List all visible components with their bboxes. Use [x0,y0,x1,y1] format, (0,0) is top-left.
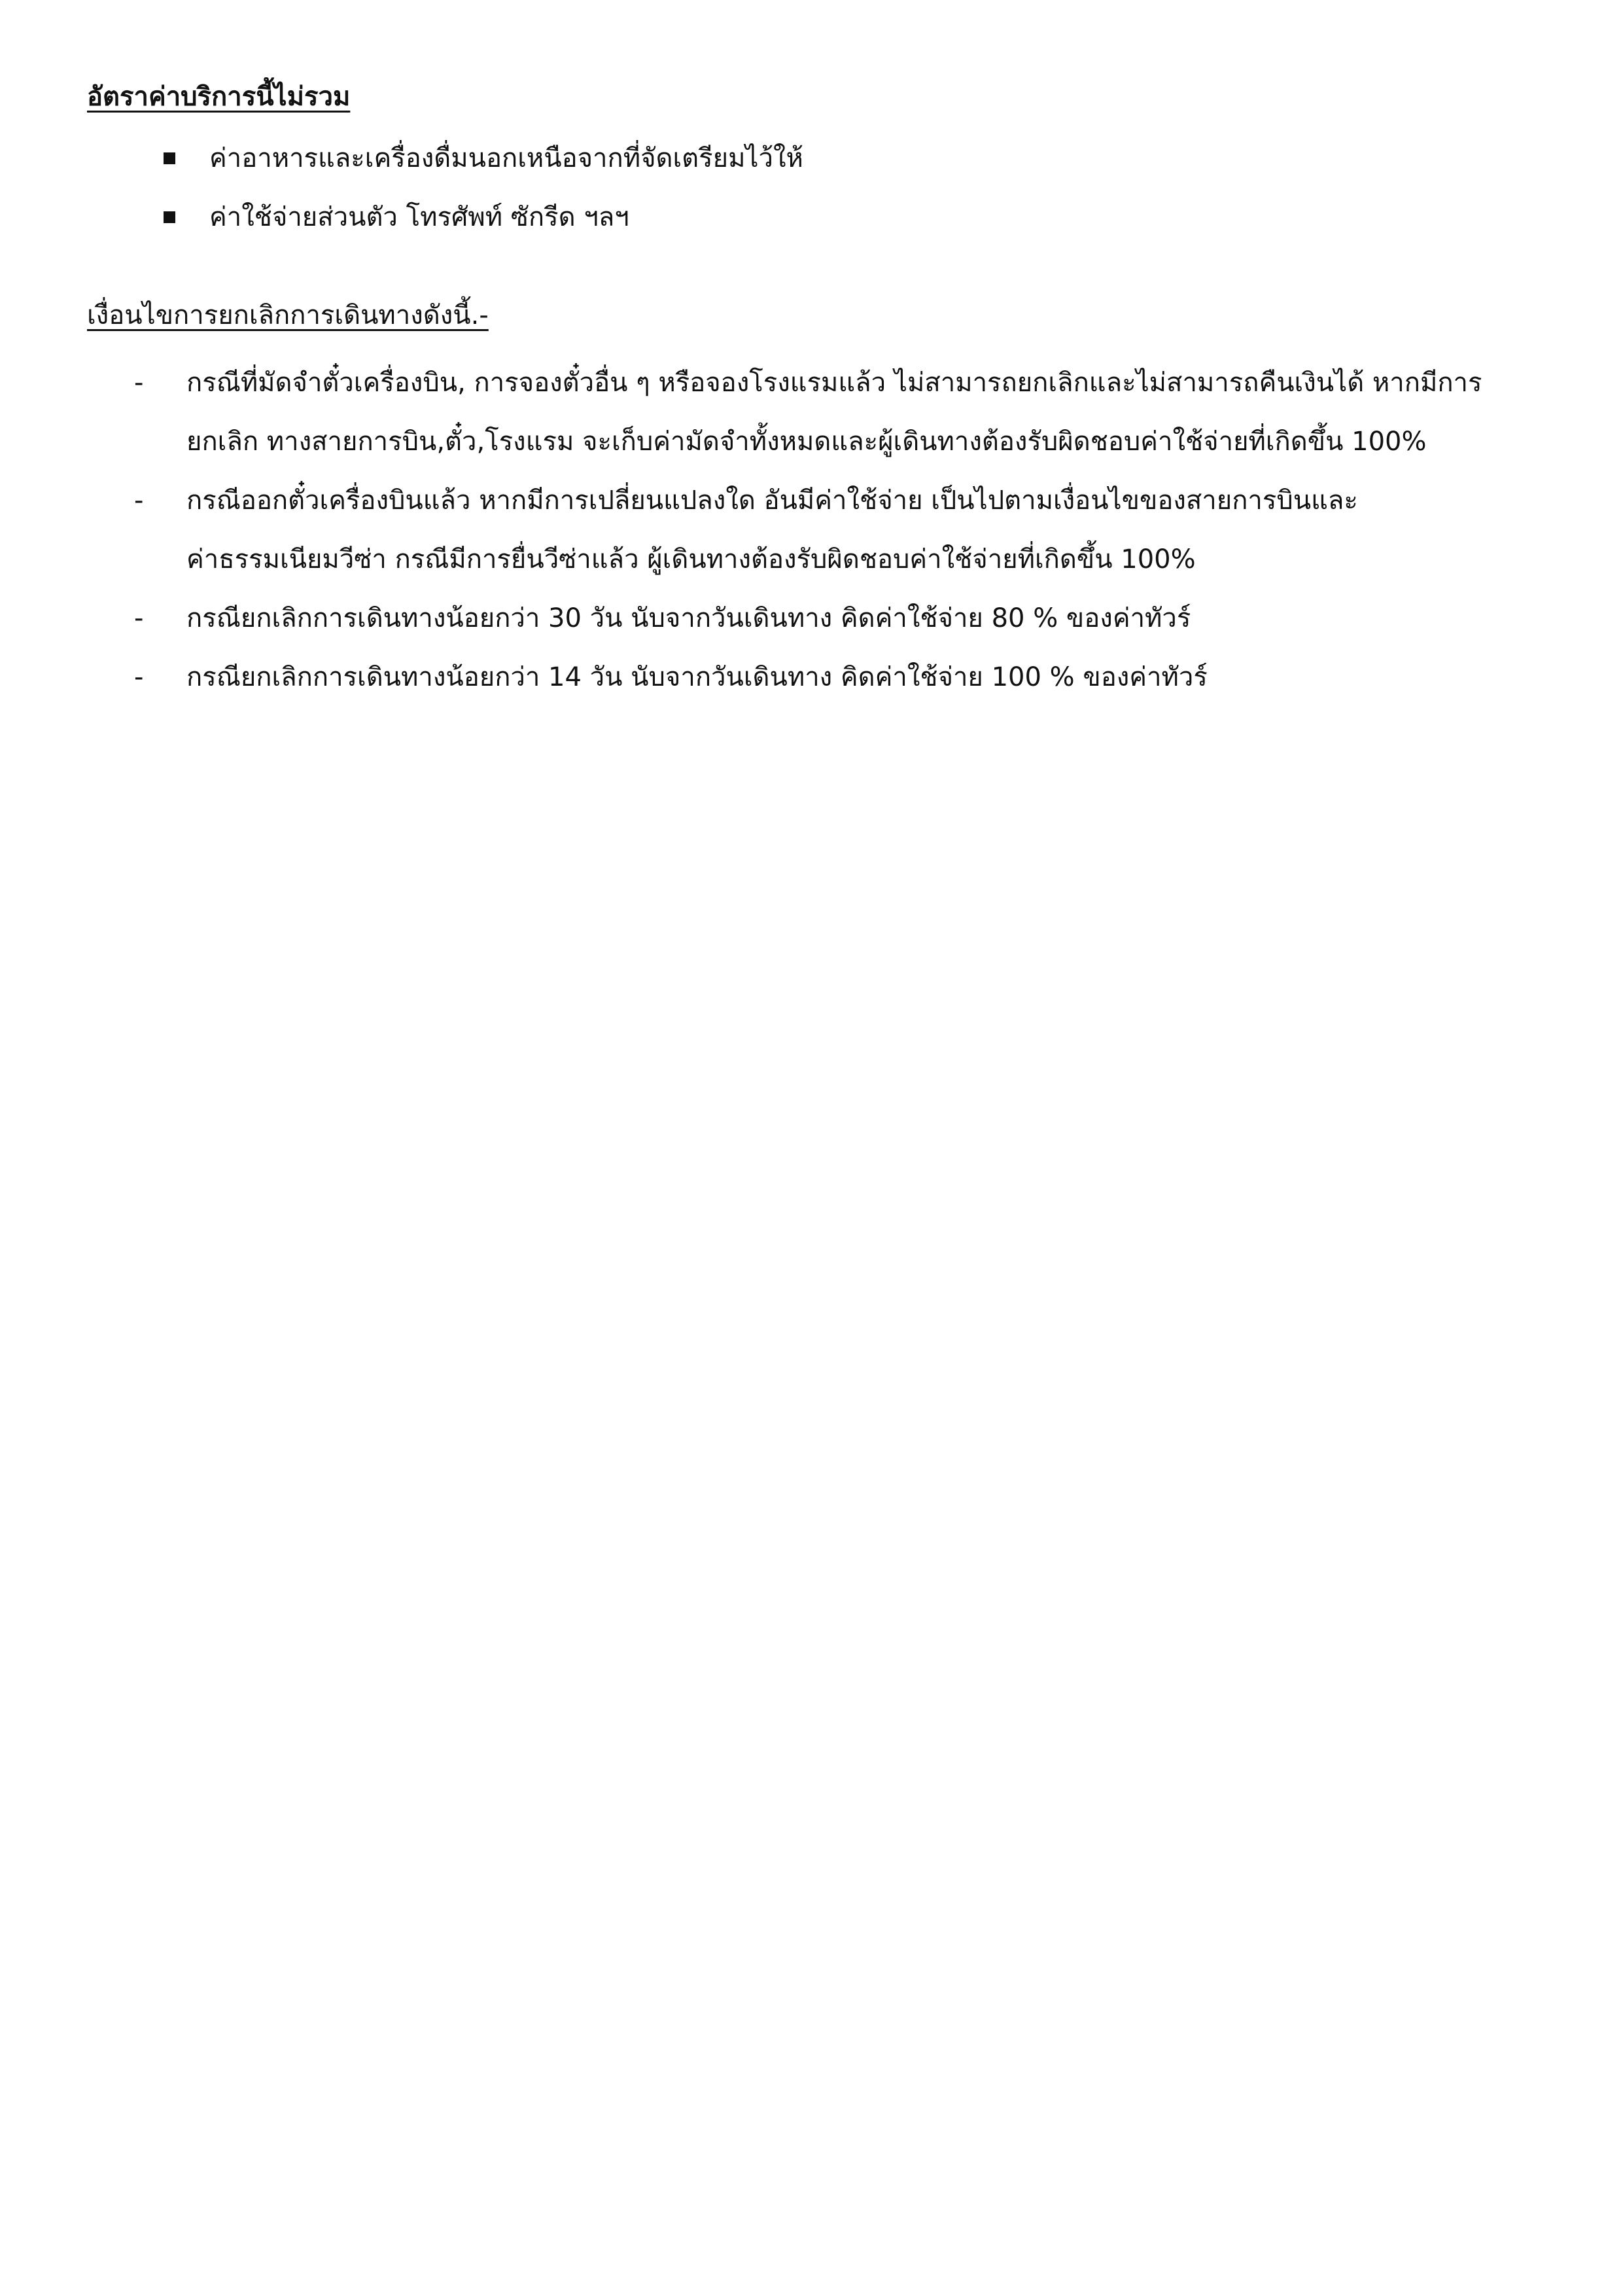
exclusion-item-text: ค่าอาหารและเครื่องดื่มนอกเหนือจากที่จัดเตรียมไว้ให้ [209,143,803,173]
dash-bullet: - [134,368,144,398]
cancellation-item-line: ยกเลิก ทางสายการบิน,ตั๋ว,โรงแรม จะเก็บค่ามัดจำทั้งหมดและผู้เดินทางต้องรับผิดชอบค่าใช้จ่ายที่เกิดขึ้น 100% [186,427,1427,457]
exclusions-title: อัตราค่าบริการนี้ไม่รวม [87,82,351,112]
exclusion-item [164,198,629,237]
square-bullet-icon [164,152,175,164]
exclusion-item-text: ค่าใช้จ่ายส่วนตัว โทรศัพท์ ซักรีด ฯลฯ [209,202,629,232]
cancellation-item-line: ค่าธรรมเนียมวีซ่า กรณีมีการยื่นวีซ่าแล้ว ผู้เดินทางต้องรับผิดชอบค่าใช้จ่ายที่เกิดขึ้น 100% [186,544,1196,574]
square-bullet-icon [164,211,175,223]
cancellation-item-line: กรณีออกตั๋วเครื่องบินแล้ว หากมีการเปลี่ยนแปลงใด อันมีค่าใช้จ่าย เป็นไปตามเงื่อนไขของสายการบินและ [186,486,1358,516]
cancellation-item-line: กรณียกเลิกการเดินทางน้อยกว่า 14 วัน นับจากวันเดินทาง คิดค่าใช้จ่าย 100 % ของค่าทัวร์ [186,662,1208,692]
cancellation-item-text [186,648,1560,707]
cancellation-title: เงื่อนไขการยกเลิกการเดินทางดังนี้.- [87,300,489,330]
cancellation-item-line: กรณีที่มัดจำตั๋วเครื่องบิน, การจองตั๋วอื่น ๆ หรือจองโรงแรมแล้ว ไม่สามารถยกเลิกและไม่สามารถคืนเงินได้ หากมีการ [186,368,1482,398]
cancellation-item-line: กรณียกเลิกการเดินทางน้อยกว่า 30 วัน นับจากวันเดินทาง คิดค่าใช้จ่าย 80 % ของค่าทัวร์ [186,603,1191,633]
dash-bullet: - [134,603,144,633]
exclusion-item [164,139,803,178]
dash-bullet: - [134,662,144,692]
dash-bullet: - [134,486,144,516]
cancellation-item-text [186,589,1560,648]
cancellation-item-text [186,471,1560,589]
cancellation-item-text [186,353,1560,471]
